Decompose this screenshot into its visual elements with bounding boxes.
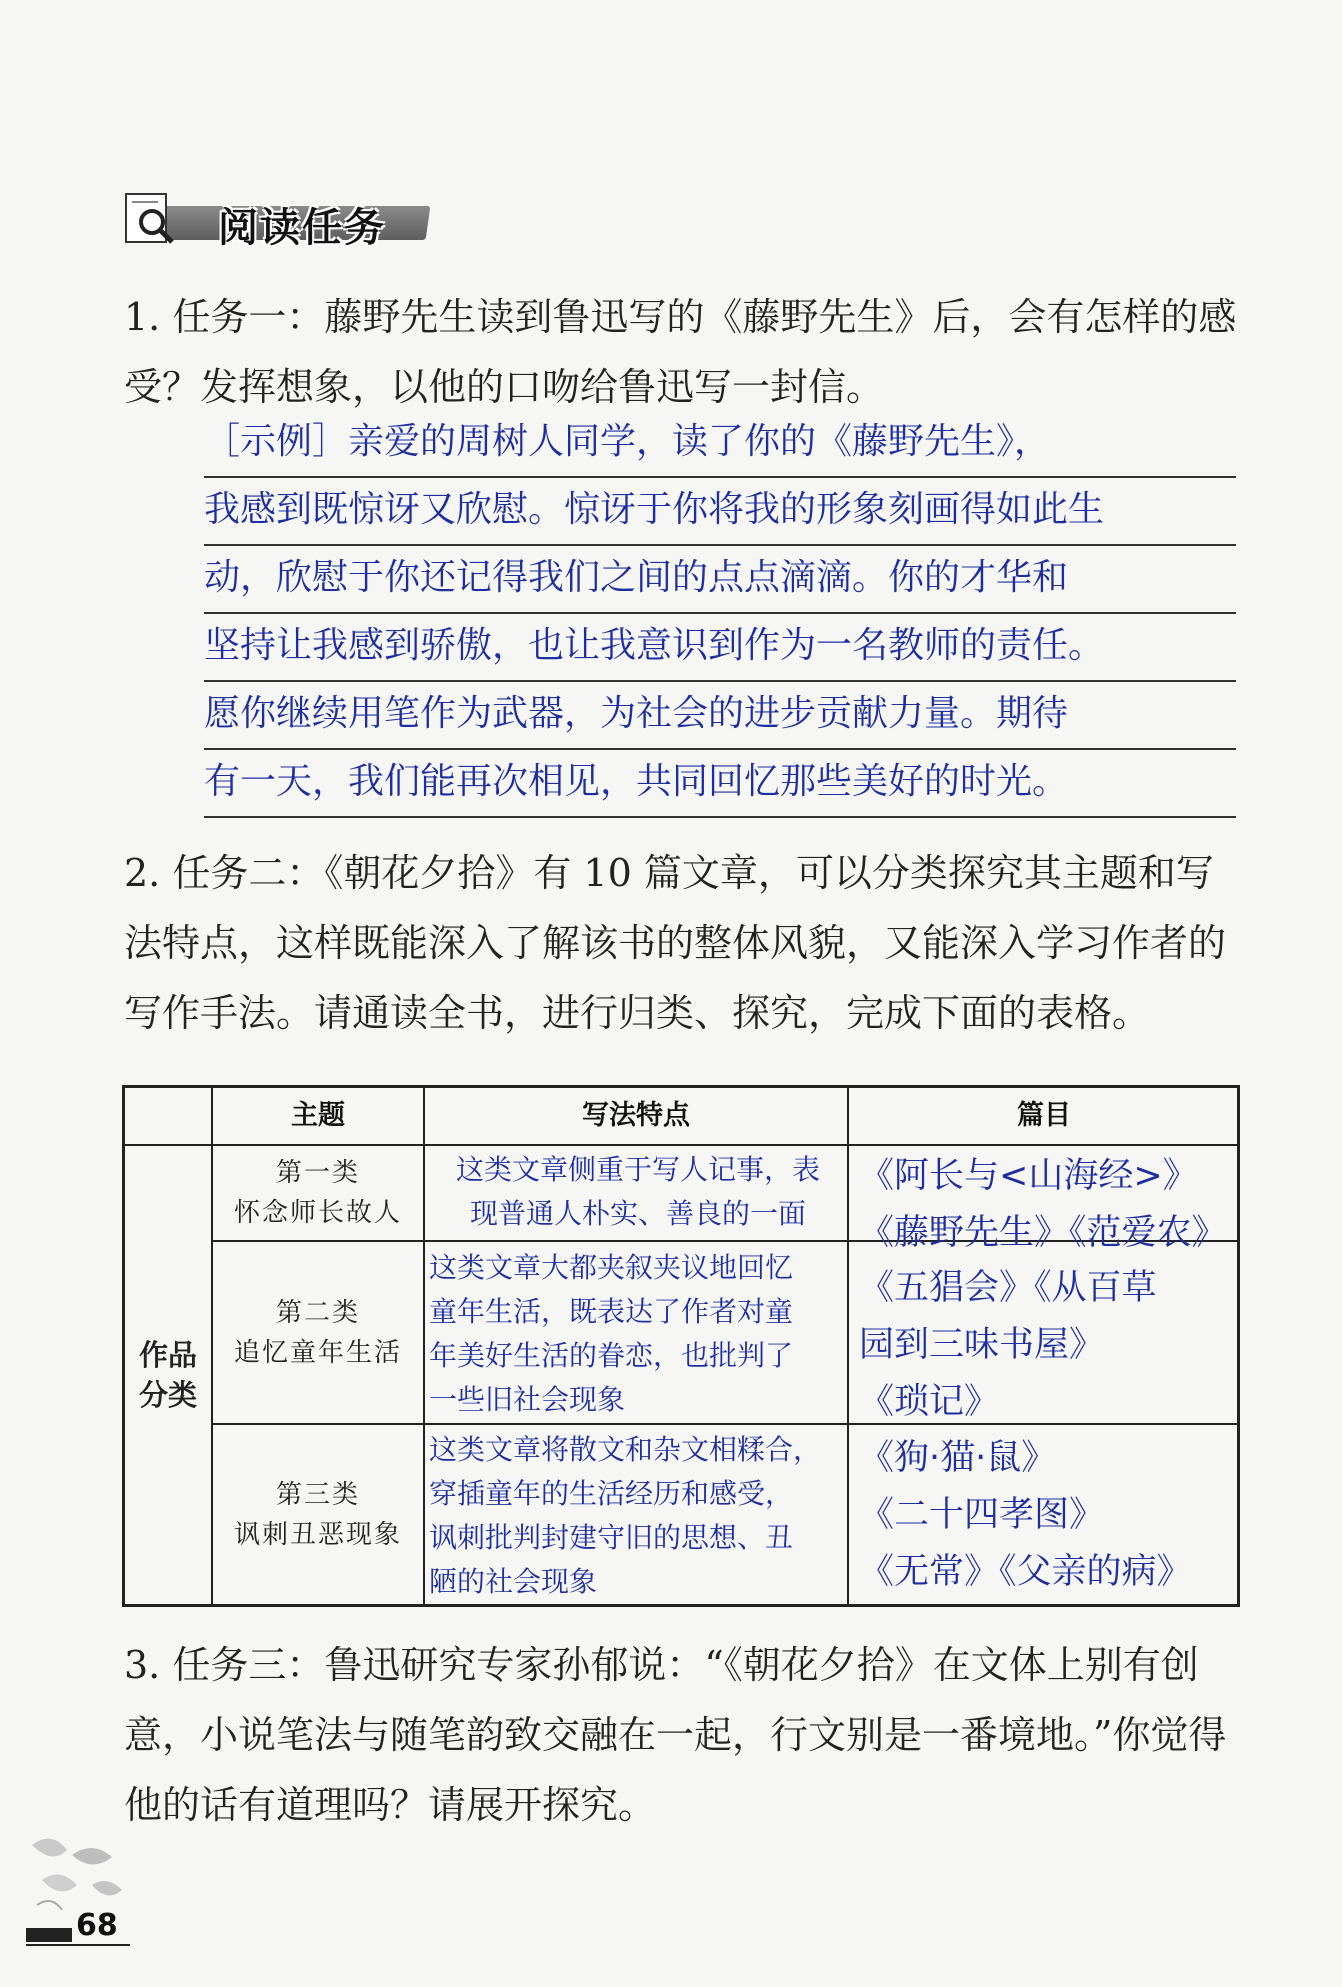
- table-row-2-works: [849, 1260, 1239, 1420]
- question-1-prompt: 1. 任务一：藤野先生读到鲁迅写的《藤野先生》后，会有怎样的感受？发挥想象，以他的口吻给鲁迅写一封信。: [124, 295, 1237, 409]
- table-row-2-theme: [213, 1242, 423, 1423]
- leaf-decoration-icon: [22, 1825, 142, 1915]
- feature-line: 童年生活，既表达了作者对童: [429, 1295, 794, 1328]
- question-3-prompt: 3. 任务三：鲁迅研究专家孙郁说：“《朝花夕拾》在文体上别有创意，小说笔法与随笔韵致交融在一起，行文别是一番境地。”你觉得他的话有道理吗？请展开探究。: [124, 1643, 1227, 1827]
- feature-line: 年美好生活的眷恋，也批判了: [429, 1339, 794, 1372]
- row-label-line-1: 作品: [138, 1338, 197, 1372]
- category-label: 第三类: [275, 1479, 360, 1510]
- section-header: [118, 188, 438, 250]
- page-number-bar: [26, 1928, 72, 1942]
- work-line: 园到三味书屋》: [859, 1325, 1105, 1365]
- work-line: 《藤野先生》《范爱农》: [859, 1213, 1227, 1253]
- answer-line-2: 我感到既惊讶又欣慰。惊讶于你将我的形象刻画得如此生: [204, 476, 1236, 546]
- header-features: 写法特点: [582, 1100, 690, 1131]
- work-line: 《五猖会》《从百草: [859, 1268, 1157, 1308]
- answer-line-3: 动，欣慰于你还记得我们之间的点点滴滴。你的才华和: [204, 544, 1236, 614]
- feature-line: 讽刺批判封建守旧的思想、丑: [429, 1521, 794, 1554]
- page-number: 68: [76, 1908, 118, 1943]
- table-row-3-theme: [213, 1425, 423, 1604]
- category-label: 第二类: [275, 1297, 360, 1328]
- table-row-3-features: [425, 1428, 847, 1604]
- category-theme: 讽刺丑恶现象: [233, 1519, 402, 1550]
- feature-line: 穿插童年的生活经历和感受，: [429, 1477, 794, 1510]
- category-table: [122, 1085, 1240, 1607]
- header-theme: 主题: [291, 1100, 345, 1131]
- work-line: 《琐记》: [859, 1382, 1000, 1422]
- feature-line: 一些旧社会现象: [429, 1383, 626, 1416]
- answer-line-4: 坚持让我感到骄傲，也让我意识到作为一名教师的责任。: [204, 612, 1236, 682]
- feature-line: 陋的社会现象: [429, 1565, 598, 1598]
- table-row-3-works: [849, 1430, 1239, 1604]
- work-line: 《无常》《父亲的病》: [859, 1552, 1192, 1592]
- feature-line: 这类文章将散文和杂文相糅合，: [429, 1433, 822, 1466]
- category-theme: 追忆童年生活: [233, 1337, 402, 1368]
- category-label: 第一类: [275, 1158, 360, 1188]
- answer-line-6: 有一天，我们能再次相见，共同回忆那些美好的时光。: [204, 748, 1236, 818]
- table-row-1-theme: [213, 1146, 423, 1240]
- table-row-1-features: [425, 1148, 847, 1240]
- feature-line: 现普通人朴实、善良的一面: [469, 1197, 806, 1230]
- work-line: 《阿长与<山海经>》: [859, 1156, 1198, 1196]
- feature-line: 这类文章侧重于写人记事，表: [455, 1153, 820, 1186]
- work-line: 《狗·猫·鼠》: [859, 1438, 1057, 1478]
- row-label-line-2: 分类: [138, 1378, 197, 1412]
- category-theme: 怀念师长故人: [233, 1198, 402, 1228]
- table-row-2-features: [425, 1246, 847, 1423]
- row-label: [125, 1146, 211, 1604]
- question-2-prompt: 2. 任务二：《朝花夕拾》有 10 篇文章，可以分类探究其主题和写法特点，这样既能深入了解该书的整体风貌，又能深入学习作者的写作手法。请通读全书，进行归类、探究，完成下面的表格。: [124, 851, 1227, 1035]
- section-title: 阅读任务: [218, 205, 386, 251]
- magnifier-icon: [120, 188, 184, 248]
- header-works: 篇目: [1017, 1100, 1071, 1131]
- work-line: 《二十四孝图》: [859, 1495, 1105, 1535]
- answer-line-1: ［示例］亲爱的周树人同学，读了你的《藤野先生》，: [204, 408, 1236, 478]
- answer-line-5: 愿你继续用笔作为武器，为社会的进步贡献力量。期待: [204, 680, 1236, 750]
- feature-line: 这类文章大都夹叙夹议地回忆: [429, 1251, 794, 1284]
- page-number-rule: [26, 1944, 130, 1946]
